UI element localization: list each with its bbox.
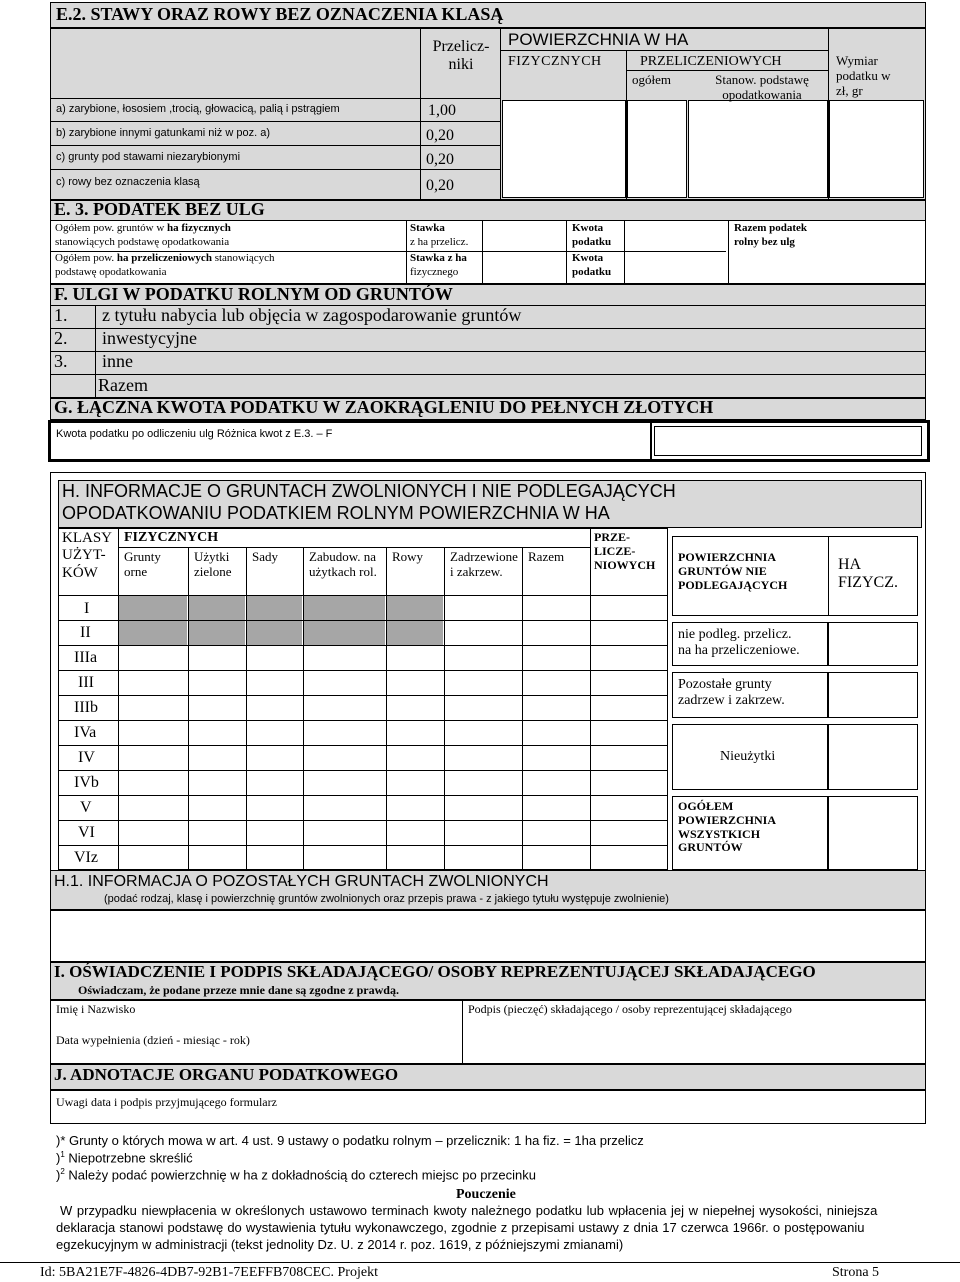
h-class: IVa <box>74 724 97 741</box>
e2-col-powierzchnia: POWIERZCHNIA W HA <box>508 30 689 49</box>
e2-row-label: c) rowy bez oznaczenia klasą <box>56 176 200 188</box>
e2-col-przeliczniki: Przelicz- niki <box>432 38 490 74</box>
e2-row-factor: 0,20 <box>426 177 454 194</box>
e2-row-label: c) grunty pod stawami niezarybionymi <box>56 151 241 163</box>
e2-stanow-cells[interactable] <box>688 100 828 198</box>
e2-col-ogolem: ogółem <box>632 72 671 87</box>
footer-id: Id: 5BA21E7F-4826-4DB7-92B1-7EEFFB708CEC. Projekt <box>40 1265 378 1280</box>
g-title: G. ŁĄCZNA KWOTA PODATKU W ZAOKRĄGLENIU DO PEŁNYCH ZŁOTYCH <box>54 397 714 417</box>
g-amount-field[interactable] <box>654 426 922 456</box>
h-nie-podleg: nie podleg. przelicz. na ha przeliczeniowe. <box>678 627 800 659</box>
e3-title: E. 3. PODATEK BEZ ULG <box>54 199 265 219</box>
pouczenie-line: egzekucyjnym w administracji (tekst jednolity Dz. U. z 2014 r. poz. 1619, z późniejszymi zmianami) <box>56 1237 624 1252</box>
note-2: Niepotrzebne skreślić <box>64 1150 193 1166</box>
h1-field[interactable] <box>50 910 926 962</box>
e3-r2-label-a: Ogółem pow. <box>55 252 117 264</box>
e2-row <box>50 122 500 146</box>
h-nie-podleg-field[interactable] <box>828 622 918 666</box>
pouczenie-title: Pouczenie <box>456 1187 516 1202</box>
e3-razem2: rolny bez ulg <box>734 236 795 248</box>
e3-r1-label-b: ha fizycznych <box>167 222 231 234</box>
e2-ogolem-cells[interactable] <box>627 100 687 198</box>
e3-r2-stawka2: fizycznego <box>410 266 459 278</box>
e2-fiz-cells[interactable] <box>502 100 626 198</box>
e2-row <box>50 170 500 198</box>
h1-title: H.1. INFORMACJA O POZOSTAŁYCH GRUNTACH ZWOLNIONYCH <box>54 873 549 890</box>
e2-title: E.2. STAWY ORAZ ROWY BEZ OZNACZENIA KLASĄ <box>56 4 504 24</box>
i-name: Imię i Nazwisko <box>56 1002 136 1016</box>
e2-row-label: a) zarybione, łososiem ,trocią, głowacicą, palią i pstrągiem <box>56 103 340 115</box>
e3-r1-stawka: Stawka <box>410 222 445 234</box>
e3-r1-label-c: stanowiących podstawę opodatkowania <box>55 236 230 248</box>
h-class: VIz <box>74 849 98 866</box>
e2-row-factor: 1,00 <box>428 102 456 119</box>
h-ha-fizycz: HA FIZYCZ. <box>838 556 898 592</box>
h-ogolem: OGÓŁEM POWIERZCHNIA WSZYSTKICH GRUNTÓW <box>678 799 777 855</box>
e2-col-stanow: Stanow. podstawę opodatkowania <box>715 72 809 102</box>
h-class: III <box>78 674 94 691</box>
e2-wymiar-cells[interactable] <box>829 100 924 198</box>
e3-r2-kwota: Kwota <box>572 252 604 264</box>
i-podpis: Podpis (pieczęć) składającego / osoby reprezentującej składającego <box>468 1002 792 1016</box>
h-fizycznych: FIZYCZNYCH <box>124 530 219 545</box>
h-col: Sady <box>252 549 278 564</box>
pouczenie-line: deklaracja stanowi podstawę do wystawienia tytułu wykonawczego, zgodnie z przepisami ustawy z dnia 17 czerwca 1966r. o postępowaniu <box>56 1220 865 1235</box>
h-class: I <box>84 600 90 617</box>
e2-row-label: b) zarybione innymi gatunkami niż w poz. a) <box>56 127 270 139</box>
f-item-num: 2. <box>54 328 68 348</box>
h1-subtitle: (podać rodzaj, klasę i powierzchnię gruntów zwolnionych oraz przepis prawa - z jakiego tytułu występuje zwolnienie) <box>104 893 669 905</box>
h-class: II <box>80 624 91 641</box>
e3-r2-label-b: ha przeliczeniowych <box>116 252 212 264</box>
f-item-label: inwestycyjne <box>102 328 197 348</box>
i-data: Data wypełnienia (dzień - miesiąc - rok) <box>56 1033 250 1047</box>
e2-row <box>50 98 500 122</box>
e2-row-factor: 0,20 <box>426 151 454 168</box>
h-col: Zabudow. na użytkach rol. <box>309 549 377 579</box>
e2-row <box>50 146 500 170</box>
f-item-label: z tytułu nabycia lub objęcia w zagospodarowanie gruntów <box>102 305 522 325</box>
h-przelicz: PRZE- LICZE- NIOWYCH <box>594 530 656 572</box>
e3-r1-kwota: Kwota <box>572 222 604 234</box>
e3-r2-label-d: podstawę opodatkowania <box>55 266 167 278</box>
f-razem: Razem <box>98 375 148 395</box>
h-col: Zadrzewione i zakrzew. <box>450 549 518 579</box>
note-1: )* Grunty o których mowa w art. 4 ust. 9 ustawy o podatku rolnym – przelicznik: 1 ha fiz. = 1ha przelicz <box>56 1133 644 1148</box>
j-uwagi: Uwagi data i podpis przyjmującego formularz <box>56 1095 277 1109</box>
note-3: Należy podać powierzchnię w ha z dokładnością do czterech miejsc po przecinku <box>64 1167 536 1183</box>
e3-razem: Razem podatek <box>734 222 808 234</box>
h-pozostale-field[interactable] <box>828 672 918 718</box>
h-class: IV <box>78 749 95 766</box>
h-nieuzytki-field[interactable] <box>828 724 918 790</box>
f-item-label: inne <box>102 351 133 371</box>
j-title: J. ADNOTACJE ORGANU PODATKOWEGO <box>54 1065 399 1084</box>
h-col: Rowy <box>392 549 424 564</box>
h-title1: H. INFORMACJE O GRUNTACH ZWOLNIONYCH I NIE PODLEGAJĄCYCH <box>62 481 676 501</box>
i-decl: Oświadczam, że podane przeze mnie dane są zgodne z prawdą. <box>78 983 399 997</box>
f-item-num: 3. <box>54 351 68 371</box>
h-col: Grunty orne <box>124 549 161 579</box>
e2-col-wymiar: Wymiar podatku w zł, gr <box>836 53 891 98</box>
f-item-num: 1. <box>54 305 68 325</box>
h-nieuzytki: Nieużytki <box>720 749 776 764</box>
h-col: Razem <box>528 549 565 564</box>
h-class: V <box>80 799 92 816</box>
footer-page: Strona 5 <box>832 1265 880 1280</box>
e3-r2-label-c: stanowiących <box>211 252 275 264</box>
e3-r2-kwota2: podatku <box>572 266 612 278</box>
e3-r1-label-a: Ogółem pow. gruntów w <box>55 222 168 234</box>
e3-r1-stawka2: z ha przelicz. <box>410 236 469 248</box>
h-klasy: KLASY UŻYT- KÓW <box>62 530 113 581</box>
h-right-header: POWIERZCHNIA GRUNTÓW NIE PODLEGAJĄCYCH <box>678 550 788 592</box>
h-col: Użytki zielone <box>194 549 232 579</box>
g-label: Kwota podatku po odliczeniu ulg Różnica kwot z E.3. – F <box>56 428 333 440</box>
h-class: VI <box>78 824 95 841</box>
h-title2: OPODATKOWANIU PODATKIEM ROLNYM POWIERZCHNIA W HA <box>62 503 610 523</box>
pouczenie-line: W przypadku niewpłacenia w określonych ustawowo terminach kwoty należnego podatku lub wpłacenia jej w niepełnej wysokości, niniejsza <box>60 1203 878 1218</box>
h-pozostale: Pozostałe grunty zadrzew i zakrzew. <box>678 677 785 709</box>
e2-row-factor: 0,20 <box>426 127 454 144</box>
f-title: F. ULGI W PODATKU ROLNYM OD GRUNTÓW <box>54 284 453 304</box>
e3-r1-kwota2: podatku <box>572 236 612 248</box>
e2-col-przeliczeniowych: PRZELICZENIOWYCH <box>640 54 782 69</box>
note-2-sup: 1 <box>60 1150 65 1159</box>
note-3-sup: 2 <box>60 1167 65 1176</box>
i-title: I. OŚWIADCZENIE I PODPIS SKŁADAJĄCEGO/ OSOBY REPREZENTUJĄCEJ SKŁADAJĄCEGO <box>54 962 816 981</box>
h-class: IVb <box>74 774 99 791</box>
e2-col-fizycznych: FIZYCZNYCH <box>508 54 602 69</box>
h-class: IIIb <box>74 699 98 716</box>
h-ogolem-field[interactable] <box>828 796 918 870</box>
h-class: IIIa <box>74 649 98 666</box>
e3-r2-stawka: Stawka z ha <box>410 252 467 264</box>
